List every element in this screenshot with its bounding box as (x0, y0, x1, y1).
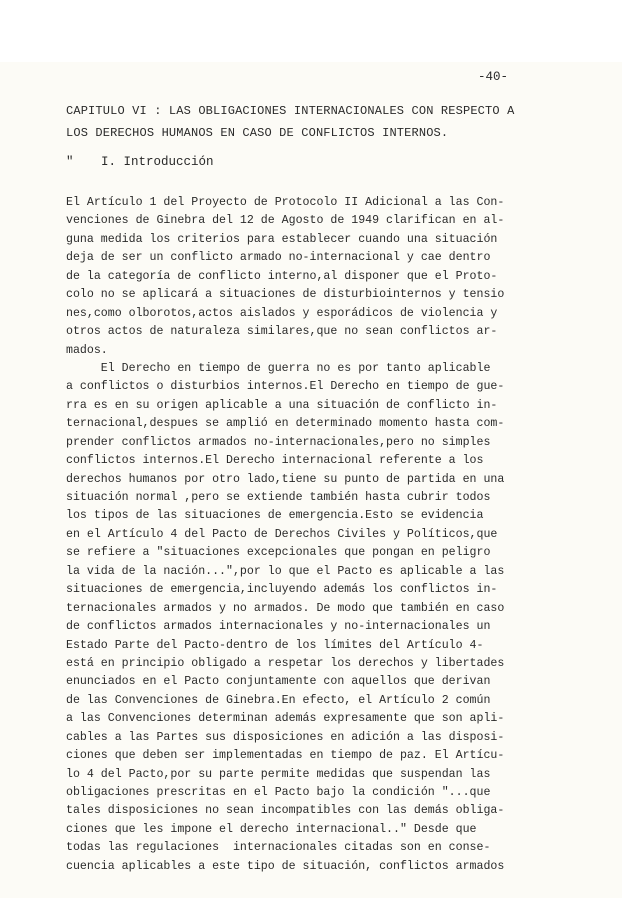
text-line: se refiere a "situaciones excepcionales que pongan en peligro (66, 546, 491, 560)
text-line: la vida de la nación...",por lo que el Pacto es aplicable a las (66, 564, 505, 578)
text-line: está en principio obligado a respetar los derechos y libertades (66, 656, 505, 670)
text-line: rra es en su origen aplicable a una situación de conflicto in- (66, 398, 498, 412)
text-line: Estado Parte del Pacto-dentro de los límites del Artículo 4- (66, 638, 484, 652)
text-line: a las Convenciones determinan además expresamente que son apli- (66, 712, 505, 726)
text-line: deja de ser un conflicto armado no-internacional y cae dentro (66, 251, 491, 265)
paragraph (66, 360, 566, 876)
text-line: lo 4 del Pacto,por su parte permite medidas que suspendan las (66, 767, 491, 781)
text-line: obligaciones prescritas en el Pacto bajo la condición "...que (66, 786, 491, 799)
body-text (66, 194, 566, 876)
text-line: mados. (66, 343, 108, 357)
text-line: prender conflictos armados no-internacionales,pero no simples (66, 435, 491, 449)
section-marker: " (66, 155, 74, 169)
text-line: El Derecho en tiempo de guerra no es por tanto aplicable (66, 361, 491, 375)
chapter-title-line: CAPITULO VI : LAS OBLIGACIONES INTERNACIONALES CON RESPECTO A (66, 104, 515, 118)
text-line: ciones que deben ser implementadas en tiempo de paz. El Artícu- (66, 749, 505, 763)
text-line: ternacionales armados y no armados. De modo que también en caso (66, 601, 505, 615)
section-heading (66, 155, 214, 169)
chapter-title (66, 100, 546, 144)
text-line: colo no se aplicará a situaciones de disturbiointernos y tensio (66, 288, 505, 302)
text-line: situaciones de emergencia,incluyendo además los conflictos in- (66, 583, 498, 597)
text-line: guna medida los criterios para establecer cuando una situación (66, 232, 498, 246)
text-line: situación normal ,pero se extiende también hasta cubrir todos (66, 491, 491, 504)
text-line: cuencia aplicables a este tipo de situación, conflictos armados (66, 859, 505, 873)
text-line: ciones que les impone el derecho internacional.." Desde que (66, 822, 477, 836)
text-line: de las Convenciones de Ginebra.En efecto, el Artículo 2 común (66, 693, 491, 707)
text-line: enunciados en el Pacto conjuntamente con aquellos que derivan (66, 675, 491, 689)
paragraph (66, 194, 566, 360)
text-line: derechos humanos por otro lado,tiene su punto de partida en una (66, 472, 505, 486)
page-number: -40- (478, 70, 509, 84)
text-line: otros actos de naturaleza similares,que no sean conflictos ar- (66, 325, 498, 339)
text-line: en el Artículo 4 del Pacto de Derechos Civiles y Políticos,que (66, 527, 498, 541)
chapter-title-line: LOS DERECHOS HUMANOS EN CASO DE CONFLICTOS INTERNOS. (66, 126, 449, 140)
section-title: I. Introducción (101, 155, 214, 169)
text-line: tales disposiciones no sean incompatibles con las demás obliga- (66, 804, 505, 818)
text-line: nes,como olborotos,actos aislados y esporádicos de violencia y (66, 306, 498, 320)
text-line: cables a las Partes sus disposiciones en adición a las disposi- (66, 730, 505, 744)
text-line: ternacional,despues se amplió en determinado momento hasta com- (66, 417, 505, 431)
text-line: de la categoría de conflicto interno,al disponer que el Proto- (66, 269, 498, 283)
text-line: venciones de Ginebra del 12 de Agosto de 1949 clarifican en al- (66, 214, 505, 228)
text-line: conflictos internos.El Derecho internacional referente a los (66, 454, 484, 468)
text-line: a conflictos o disturbios internos.El Derecho en tiempo de gue- (66, 380, 505, 394)
text-line: los tipos de las situaciones de emergencia.Esto se evidencia (66, 509, 484, 523)
text-line: de conflictos armados internacionales y no-internacionales un (66, 620, 491, 634)
text-line: El Artículo 1 del Proyecto de Protocolo II Adicional a las Con- (66, 196, 505, 209)
text-line: todas las regulaciones internacionales citadas son en conse- (66, 841, 491, 855)
